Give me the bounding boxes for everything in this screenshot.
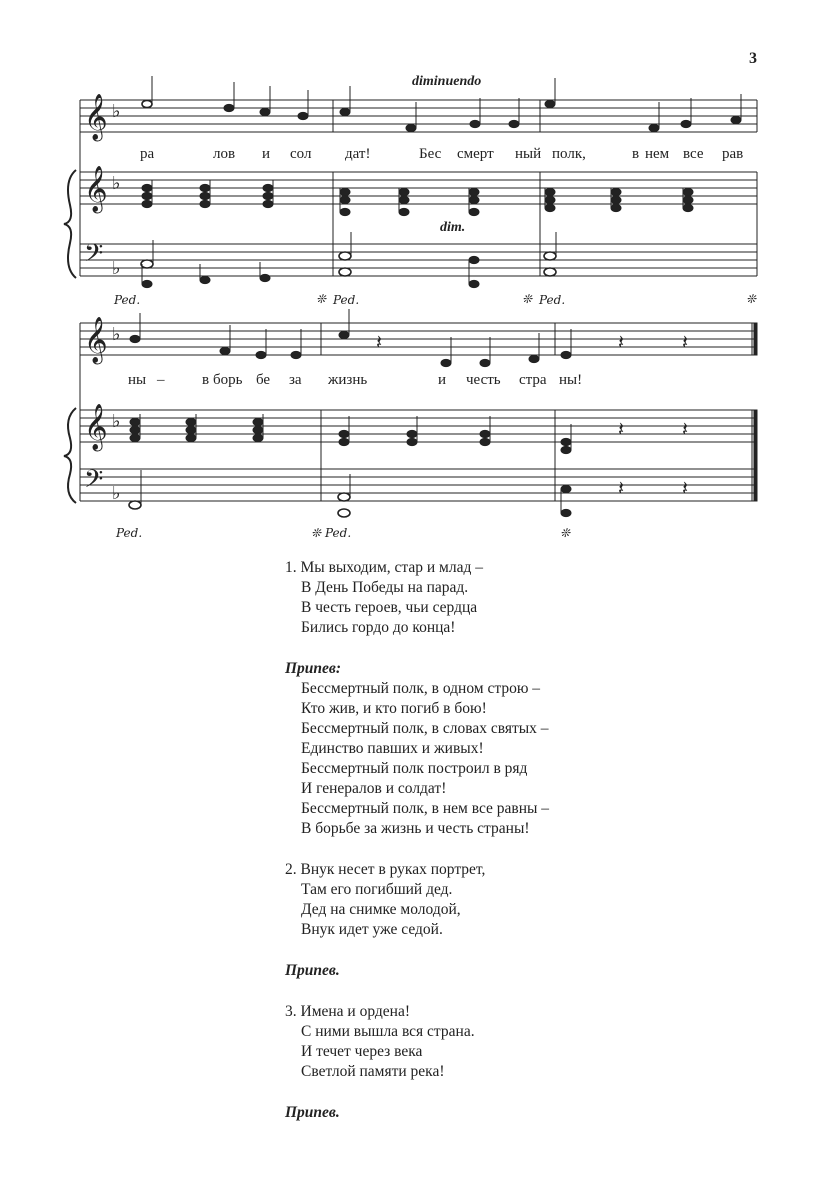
verse-line: В честь героев, чьи сердца: [301, 599, 478, 616]
verse-line: 1. Мы выходим, стар и млад –: [285, 559, 483, 576]
refrain-reference: Припев.: [285, 1104, 340, 1121]
refrain-line: Кто жив, и кто погиб в бою!: [301, 700, 487, 717]
pedal-mark: Ped.: [539, 293, 566, 307]
piano-bass-staff-1: [80, 244, 757, 276]
refrain-line: Единство павших и живых!: [301, 740, 484, 757]
lyric-syllable: нем: [645, 146, 670, 162]
verse-line: Внук идет уже седой.: [301, 921, 443, 938]
refrain-line: Бессмертный полк, в нем все равны –: [301, 800, 550, 817]
lyric-syllable: рав: [722, 146, 744, 162]
system1-lyrics: [0, 146, 837, 168]
lyric-syllable: стра: [519, 372, 547, 388]
flat-icon: ♭: [112, 483, 121, 504]
lyric-syllable: ный: [515, 146, 542, 162]
refrain-reference: Припев.: [285, 962, 340, 979]
svg-text:𝄽: 𝄽: [682, 330, 689, 354]
pedal-release-icon: ❊: [746, 292, 757, 306]
refrain-line: Бессмертный полк, в одном строю –: [301, 680, 541, 697]
piano-chords-1: [142, 180, 693, 216]
bass-clef-icon: 𝄢: [84, 465, 104, 500]
pedal-mark: Ped.: [325, 526, 352, 540]
verse-3: [285, 1002, 549, 1082]
refrain: [285, 659, 549, 839]
voice-notes-2: [130, 309, 571, 367]
refrain-title: Припев:: [285, 660, 342, 677]
flat-icon: ♭: [112, 324, 121, 345]
brace-2: [64, 408, 76, 503]
lyric-syllable: полк,: [552, 146, 586, 162]
verse-line: 3. Имена и ордена!: [285, 1003, 410, 1020]
lyric-syllable: в: [202, 372, 210, 388]
pedal-release-icon: ❊: [560, 526, 571, 540]
bass-clef-icon: 𝄢: [84, 239, 104, 274]
song-lyrics: [285, 558, 549, 1123]
flat-icon: ♭: [112, 173, 121, 194]
svg-text:𝄽: 𝄽: [618, 330, 625, 354]
refrain-line: Бессмертный полк, в словах святых –: [301, 720, 549, 737]
lyric-syllable: борь: [213, 372, 243, 388]
treble-clef-icon: 𝄞: [84, 404, 108, 450]
verse-line: Бились гордо до конца!: [301, 619, 456, 636]
lyric-syllable: все: [683, 146, 704, 162]
lyric-syllable: ра: [140, 146, 155, 162]
refrain-line: В борьбе за жизнь и честь страны!: [301, 820, 530, 837]
flat-icon: ♭: [112, 258, 121, 279]
lyric-syllable: жизнь: [328, 372, 368, 388]
lyric-syllable: ны: [128, 372, 147, 388]
verse-2: [285, 860, 549, 940]
treble-clef-icon: 𝄞: [84, 166, 108, 212]
verse-line: 2. Внук несет в руках портрет,: [285, 861, 486, 878]
svg-text:𝄽: 𝄽: [618, 417, 625, 441]
lyric-syllable: дат!: [345, 146, 371, 162]
verse-line: В День Победы на парад.: [301, 579, 469, 596]
verse-1: [285, 558, 549, 638]
pedal-mark: Ped.: [333, 293, 360, 307]
verse-line: Дед на снимке молодой,: [301, 901, 461, 918]
lyric-syllable: честь: [466, 372, 501, 388]
lyric-syllable: лов: [213, 146, 236, 162]
piano-treble-staff-1: [80, 172, 757, 204]
lyric-syllable: за: [289, 372, 302, 388]
piano-treble-staff-2: [80, 410, 757, 442]
verse-line: Светлой памяти река!: [301, 1063, 445, 1080]
svg-text:𝄽: 𝄽: [682, 476, 689, 500]
lyric-syllable: в: [632, 146, 640, 162]
svg-text:𝄽: 𝄽: [376, 330, 383, 354]
svg-text:𝄽: 𝄽: [618, 476, 625, 500]
piano-bass-staff-2: [80, 469, 757, 501]
voice-staff-2: [80, 323, 757, 355]
refrain-line: И генералов и солдат!: [301, 780, 447, 797]
flat-icon: ♭: [112, 101, 121, 122]
pedal-mark: Ped.: [114, 293, 141, 307]
pedal-release-icon: ❊: [311, 526, 322, 540]
treble-clef-icon: 𝄞: [84, 317, 108, 363]
lyric-syllable: Бес: [419, 146, 442, 162]
brace-1: [64, 170, 76, 278]
pedal-release-icon: ❊: [522, 292, 533, 306]
lyric-syllable: и: [262, 146, 271, 162]
refrain-line: Бессмертный полк построил в ряд: [301, 760, 528, 777]
dynamic-diminuendo: diminuendo: [412, 74, 482, 89]
verse-line: С ними вышла вся страна.: [301, 1023, 475, 1040]
page-number: 3: [749, 50, 757, 67]
verse-line: И течет через века: [301, 1043, 423, 1060]
flat-icon: ♭: [112, 411, 121, 432]
lyric-syllable: смерт: [457, 146, 494, 162]
lyric-syllable: и: [438, 372, 447, 388]
dynamic-dim: dim.: [440, 220, 466, 235]
verse-line: Там его погибший дед.: [301, 881, 453, 898]
pedal-release-icon: ❊: [316, 292, 327, 306]
lyric-syllable: сол: [290, 146, 312, 162]
lyric-syllable: ны!: [559, 372, 583, 388]
svg-text:𝄽: 𝄽: [682, 417, 689, 441]
lyric-syllable: –: [157, 372, 165, 388]
pedal-mark: Ped.: [116, 526, 143, 540]
system2-lyrics: [0, 372, 837, 394]
treble-clef-icon: 𝄞: [84, 94, 108, 140]
lyric-syllable: бе: [256, 372, 271, 388]
